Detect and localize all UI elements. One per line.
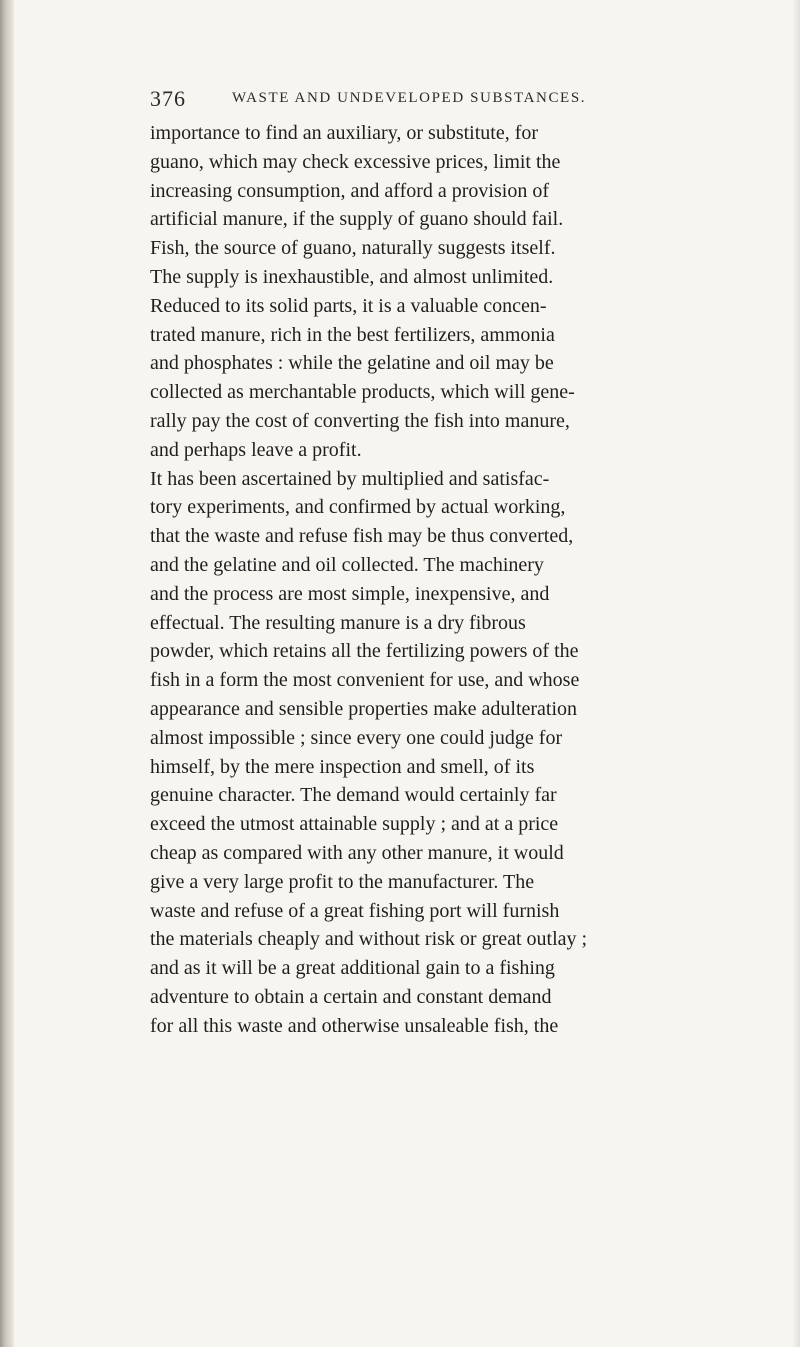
text-line: powder, which retains all the fertilizing powers of the	[150, 640, 579, 663]
text-line: appearance and sensible properties make adulteration	[150, 697, 578, 720]
text-line: It has been ascertained by multiplied and satisfac-	[150, 467, 550, 490]
page-spine-shadow	[0, 0, 14, 1347]
text-line: artificial manure, if the supply of guano should fail.	[150, 208, 564, 231]
text-line: Fish, the source of guano, naturally suggests itself.	[150, 237, 556, 260]
text-line: himself, by the mere inspection and smell, of its	[150, 755, 535, 778]
text-line: tory experiments, and confirmed by actual working,	[150, 496, 566, 519]
text-line: the materials cheaply and without risk or great outlay ;	[150, 928, 588, 951]
text-line: for all this waste and otherwise unsaleable fish, the	[150, 1014, 559, 1037]
page-edge	[792, 0, 800, 1347]
text-line: effectual. The resulting manure is a dry fibrous	[150, 611, 526, 634]
text-line: fish in a form the most convenient for use, and whose	[150, 669, 580, 692]
text-line: and as it will be a great additional gain to a fishing	[150, 957, 555, 980]
text-line: The supply is inexhaustible, and almost unlimited.	[150, 265, 554, 288]
text-line: adventure to obtain a certain and constant demand	[150, 985, 552, 1008]
text-line: waste and refuse of a great fishing port will furnish	[150, 899, 560, 922]
text-line: trated manure, rich in the best fertilizers, ammonia	[150, 323, 555, 346]
text-line: and perhaps leave a profit.	[150, 438, 362, 461]
text-line: and phosphates : while the gelatine and oil may be	[150, 352, 554, 375]
text-line: and the gelatine and oil collected. The machinery	[150, 553, 544, 576]
text-line: increasing consumption, and afford a provision of	[150, 179, 549, 202]
text-line: importance to find an auxiliary, or substitute, for	[150, 122, 539, 144]
text-line: almost impossible ; since every one could judge for	[150, 726, 563, 749]
running-title: WASTE AND UNDEVELOPED SUBSTANCES.	[232, 90, 587, 106]
page-number: 376	[150, 86, 186, 111]
text-line: exceed the utmost attainable supply ; and at a price	[150, 813, 559, 836]
running-head	[150, 86, 710, 116]
text-line: rally pay the cost of converting the fish into manure,	[150, 409, 570, 432]
body-text	[150, 119, 790, 1041]
text-line: give a very large profit to the manufacturer. The	[150, 870, 535, 893]
text-line: genuine character. The demand would certainly far	[150, 784, 557, 807]
text-line: collected as merchantable products, which will gene-	[150, 381, 575, 404]
text-line: that the waste and refuse fish may be thus converted,	[150, 525, 574, 548]
text-line: Reduced to its solid parts, it is a valuable concen-	[150, 294, 547, 317]
text-line: guano, which may check excessive prices, limit the	[150, 150, 561, 173]
text-line: cheap as compared with any other manure, it would	[150, 841, 564, 864]
text-line: and the process are most simple, inexpensive, and	[150, 582, 550, 605]
